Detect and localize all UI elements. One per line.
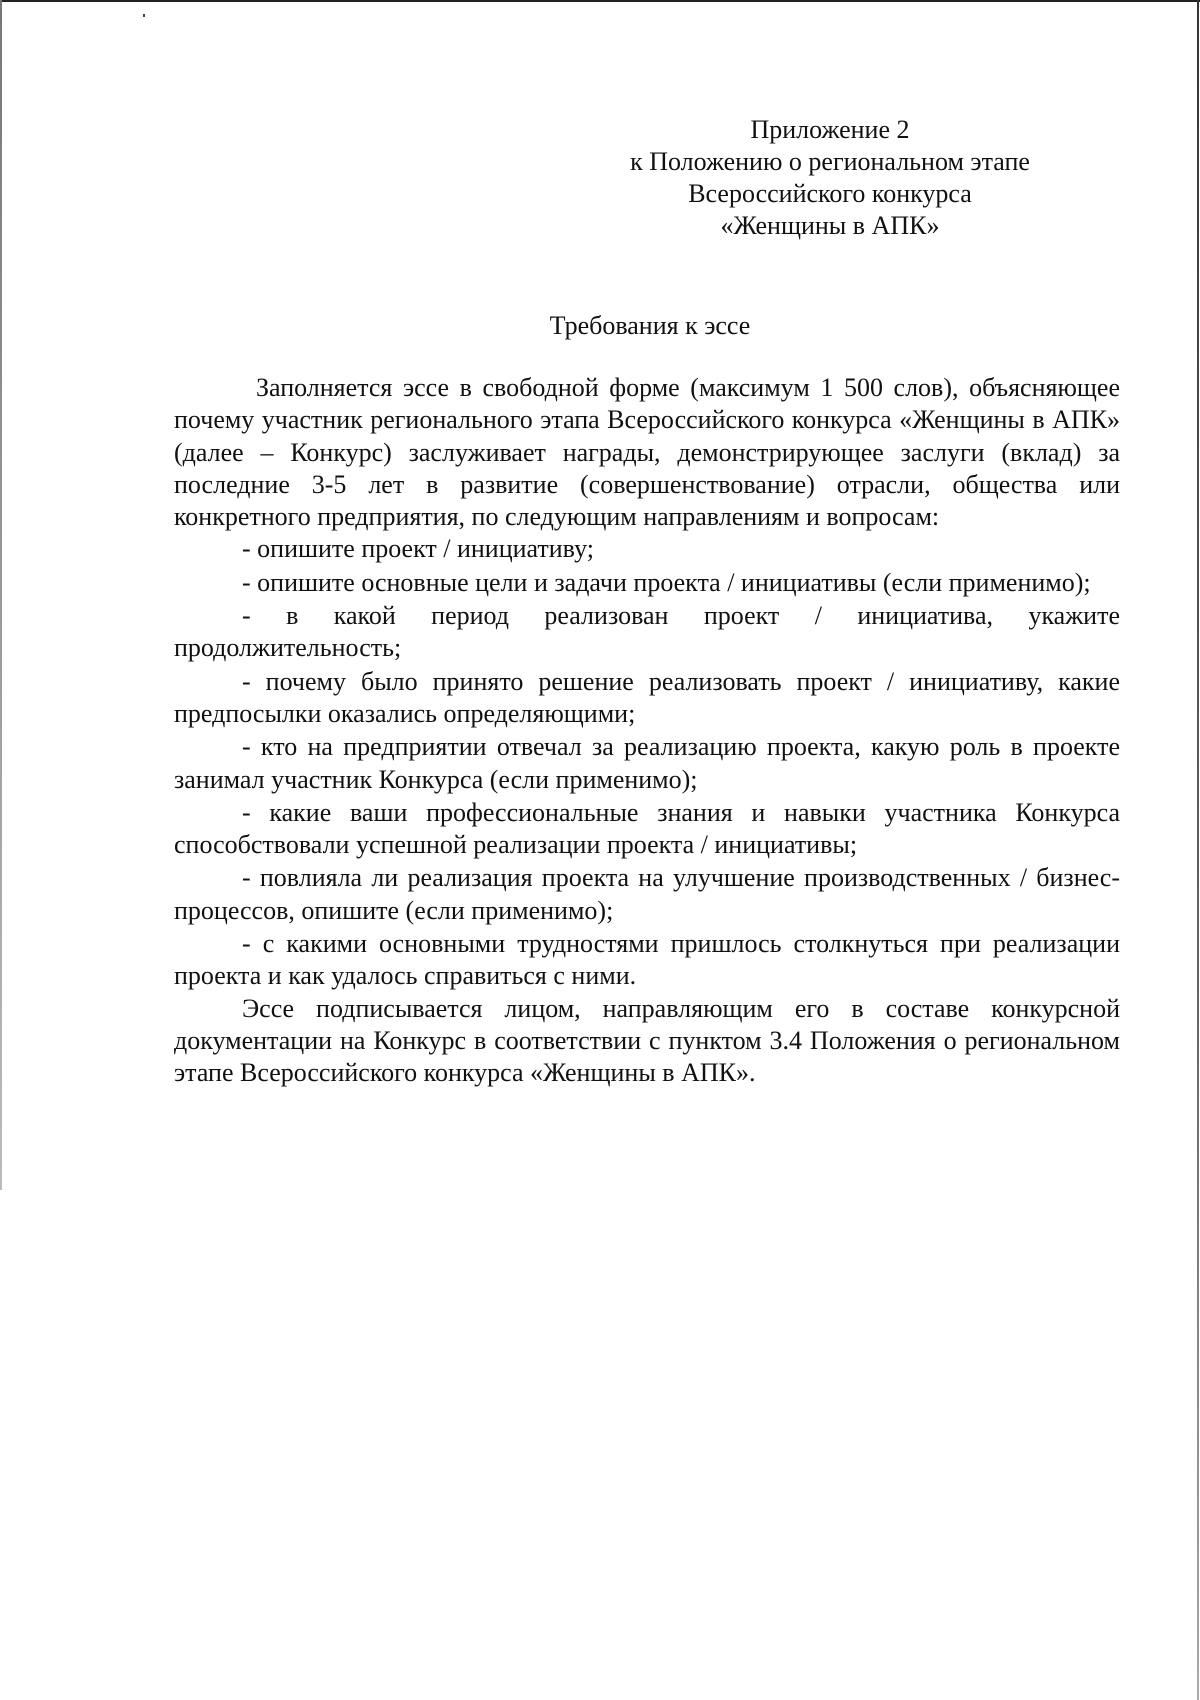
list-item: - кто на предприятии отвечал за реализацию проекта, какую роль в проекте занимал участник Конкурса (если применимо); bbox=[174, 732, 1120, 794]
document-title: Требования к эссе bbox=[549, 311, 751, 340]
list-item: - в какой период реализован проект / инициатива, укажите продолжительность; bbox=[174, 601, 1120, 663]
scan-edge-left bbox=[0, 0, 2, 1190]
list-item: - какие ваши профессиональные знания и навыки участника Конкурса способствовали успешной реализации проекта / инициативы; bbox=[174, 797, 1120, 860]
list-item: - опишите основные цели и задачи проекта / инициативы (если применимо); bbox=[242, 567, 1091, 597]
list-item: - опишите проект / инициативу; bbox=[242, 534, 594, 564]
document-body bbox=[174, 372, 1120, 1090]
intro-paragraph: Заполняется эссе в свободной форме (максимум 1 500 слов), объясняющее почему участник регионального этапа Всероссийского конкурса «Женщины в АПК» (далее – Конкурс) заслуживает награды, демонстрирующее заслуги (вклад) за последние 3-5 лет в развитие (совершенствование) отрасли, общества или конкретного предприятия, по следующим направлениям и вопросам: bbox=[174, 373, 1120, 532]
list-item: - с какими основными трудностями пришлось столкнуться при реализации проекта и как удалось справиться с ними. bbox=[174, 929, 1120, 991]
scan-speck bbox=[143, 14, 145, 17]
appendix-header bbox=[560, 114, 1100, 242]
appendix-contest-name: «Женщины в АПК» bbox=[720, 211, 940, 240]
list-item: - почему было принято решение реализовать проект / инициативу, какие предпосылки оказались определяющими; bbox=[174, 666, 1120, 728]
appendix-reference: к Положению о региональном этапе bbox=[630, 147, 1030, 176]
closing-paragraph: Эссе подписывается лицом, направляющим его в составе конкурсной документации на Конкурс в соответствии с пунктом 3.4 Положения о региональном этапе Всероссийского конкурса «Женщины в АПК». bbox=[174, 993, 1120, 1088]
scan-edge-top bbox=[0, 0, 1200, 2]
question-list bbox=[174, 533, 1120, 992]
scan-edge-right bbox=[1197, 0, 1199, 1700]
list-item: - повлияла ли реализация проекта на улучшение производственных / бизнес-процессов, опишите (если применимо); bbox=[174, 863, 1120, 925]
appendix-contest: Всероссийского конкурса bbox=[688, 179, 972, 208]
appendix-number: Приложение 2 bbox=[750, 115, 910, 144]
